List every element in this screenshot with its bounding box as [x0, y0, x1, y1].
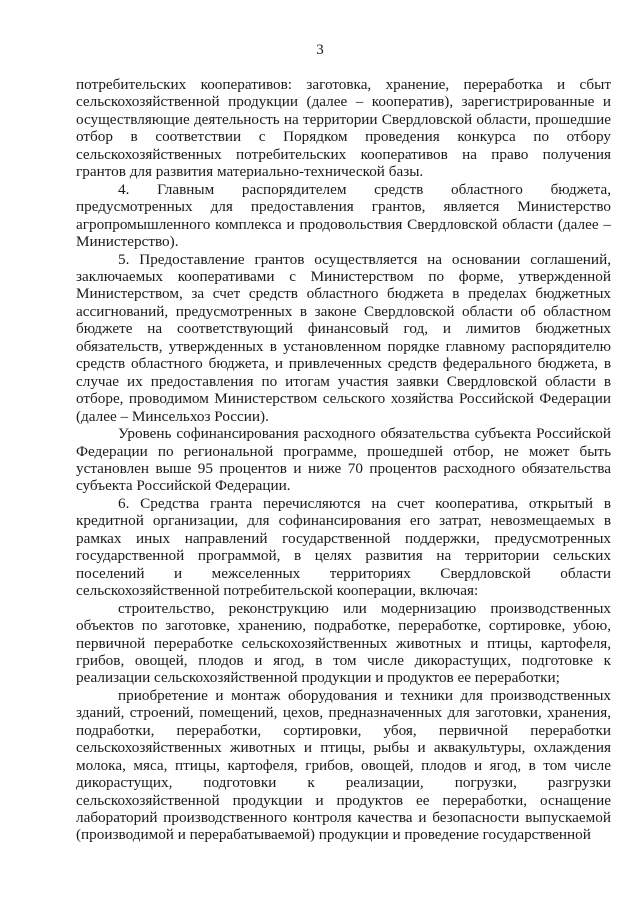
paragraph-continuation: потребительских кооперативов: заготовка, хранение, переработка и сбыт сельскохозяйственной продукции (далее – кооператив), зарегистрированные и осуществляющие деятельность на территории Свердловской области, прошедшие отбор в соответствии с Порядком проведения конкурса по отбору сельскохозяйственных потребительских кооперативов на право получения грантов для развития материально-технической базы.: [76, 76, 611, 181]
paragraph-item-4: 4. Главным распорядителем средств областного бюджета, предусмотренных для предоставления грантов, является Министерство агропромышленного комплекса и продовольствия Свердловской области (далее – Министерство).: [76, 180, 611, 251]
paragraph-construction: строительство, реконструкцию или модернизацию производственных объектов по заготовке, хранению, подработке, переработке, сортировке, убою, первичной переработке сельскохозяйственных животных и птицы, картофеля, грибов, овощей, плодов и ягод, в том числе дикорастущих, подготовке к реализации сельскохозяйственной продукции и продуктов ее переработки;: [76, 599, 611, 687]
paragraph-item-5: 5. Предоставление грантов осуществляется на основании соглашений, заключаемых кооперативами с Министерством по форме, утвержденной Министерством, за счет средств областного бюджета в пределах бюджетных ассигнований, предусмотренных в законе Свердловской области об областном бюджете на соответствующий финансовый год, и лимитов бюджетных обязательств, утвержденных в установленном порядке главному распорядителю средств областного бюджета, и привлеченных средств федерального бюджета, в случае их предоставления по итогам участия заявки Свердловской области в отборе, проводимом Министерством сельского хозяйства Российской Федерации (далее – Минсельхоз России).: [76, 250, 611, 425]
document-body: [76, 76, 611, 844]
paragraph-cofinancing: Уровень софинансирования расходного обязательства субъекта Российской Федерации по региональной программе, прошедшей отбор, не может быть установлен выше 95 процентов и ниже 70 процентов расходного обязательства субъекта Российской Федерации.: [76, 425, 611, 495]
page-number: 3: [316, 42, 324, 58]
paragraph-equipment: приобретение и монтаж оборудования и техники для производственных зданий, строений, помещений, цехов, предназначенных для заготовки, хранения, подработки, переработки, сортировки, убоя, первичной переработки сельскохозяйственных животных и птицы, рыбы и аквакультуры, охлаждения молока, мяса, птицы, картофеля, грибов, овощей, плодов и ягод, в том числе дикорастущих, подготовки к реализации, погрузки, разгрузки сельскохозяйственной продукции и продуктов ее переработки, оснащение лабораторий производственного контроля качества и безопасности выпускаемой (производимой и перерабатываемой) продукции и проведение государственной: [76, 686, 611, 844]
paragraph-item-6: 6. Средства гранта перечисляются на счет кооператива, открытый в кредитной организации, для софинансирования его затрат, невозмещаемых в рамках иных направлений государственной поддержки, предусмотренных государственной программой, в целях развития на территории сельских поселений и межселенных территориях Свердловской области сельскохозяйственной потребительской кооперации, включая:: [76, 494, 611, 600]
